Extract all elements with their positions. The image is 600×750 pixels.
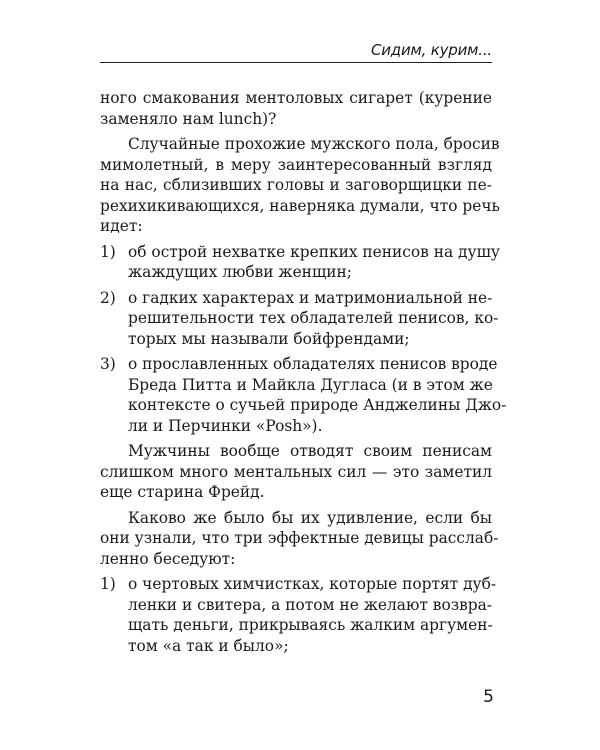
paragraph [100, 134, 500, 237]
numbered-list [100, 242, 507, 437]
text-line: о прославленных обладателях пенисов вроде [128, 355, 498, 373]
text-line: рехихикивающихся, наверняка думали, что речь [100, 196, 500, 215]
list-number: 1) [100, 575, 116, 593]
paragraph [100, 508, 499, 570]
page-body [100, 88, 507, 656]
text-line: контексте о сучьей природе Анджелины Джо- [128, 396, 507, 414]
text-line: заменяло нам lunch)? [100, 109, 277, 128]
text-line: мимолетный, в меру заинтересованный взгляд [100, 155, 492, 174]
text-line: они узнали, что три эффектные девицы расслаб- [100, 529, 499, 547]
paragraph [100, 441, 492, 503]
list-item [100, 354, 507, 436]
text-line: ли и Перчинки «Posh»). [128, 416, 323, 435]
text-line: о гадких характерах и матримониальной не- [128, 288, 493, 307]
text-line: Мужчины вообще отводят своим пенисам [128, 442, 492, 460]
text-line: торых мы называли бойфрендами; [128, 329, 410, 348]
text-line: ленки и свитера, а потом не желают возвра- [128, 595, 492, 614]
page-number: 5 [483, 687, 494, 707]
list-number: 2) [100, 288, 116, 307]
text-line: еще старина Фрейд. [100, 483, 265, 501]
text-line: Случайные прохожие мужского пола, бросив [128, 135, 500, 153]
running-header-title: Сидим, курим... [370, 41, 492, 59]
text-line: том «а так и было»; [128, 636, 289, 655]
list-item [100, 574, 497, 656]
text-line: жаждущих любви женщин; [128, 263, 352, 281]
running-header [100, 40, 492, 63]
text-line: на нас, сблизивших головы и заговорщицки пе- [100, 176, 492, 194]
text-line: щать деньги, прикрываясь жалким аргумен- [128, 616, 493, 634]
text-line: о чертовых химчистках, которые портят дуб- [128, 575, 497, 593]
text-line: Каково же было бы их удивление, если бы [128, 508, 492, 527]
text-line: ного смакования ментоловых сигарет (курение [100, 89, 492, 107]
text-line: решительности тех обладателей пенисов, ко- [128, 309, 499, 327]
text-line: об острой нехватке крепких пенисов на душу [128, 242, 500, 261]
text-line: Бреда Питта и Майкла Дугласа (и в этом же [128, 375, 493, 394]
list-number: 3) [100, 355, 116, 373]
text-line: слишком много ментальных сил — это заметил [100, 462, 492, 481]
numbered-list [100, 574, 497, 656]
paragraph [100, 88, 492, 129]
list-item [100, 242, 500, 283]
list-item [100, 288, 499, 350]
text-line: ленно беседуют: [100, 549, 236, 568]
text-line: идет: [100, 217, 143, 235]
list-number: 1) [100, 242, 116, 261]
